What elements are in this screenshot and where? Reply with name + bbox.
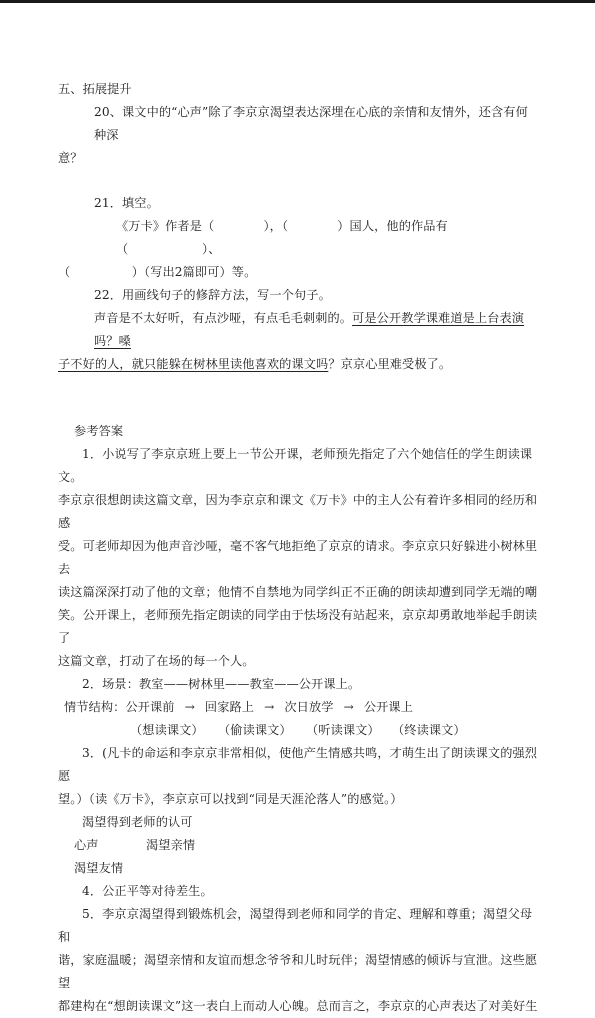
diagram-bottom: 渴望友情 (74, 861, 124, 875)
question-20-line-2: 意？ (58, 151, 83, 165)
answer-2-scene: 2．场景：教室——树林里——教室——公开课上。 (82, 677, 361, 691)
answer-1-line: 笑。公开课上，老师预先指定朗读的同学由于怯场没有站起来，京京却勇敢地举起手朗读了 (58, 608, 538, 645)
plot-note: （偷读课文） (218, 723, 292, 737)
answer-1-line: 受。可老师却因为他声音沙哑，毫不客气地拒绝了京京的请求。李京京只好躲进小树林里去 (58, 539, 538, 576)
page-top-border (0, 0, 595, 3)
document-body (58, 78, 540, 1018)
plot-step: 次日放学 (284, 700, 334, 714)
answer-4: 4．公正平等对待差生。 (82, 884, 213, 898)
diagram-right: 渴望亲情 (146, 838, 196, 852)
answer-5-line: 谐，家庭温暖；渴望亲情和友谊而想念爷爷和儿时玩伴；渴望情感的倾诉与宣泄。这些愿望 (58, 953, 538, 990)
plot-note: （终读课文） (392, 723, 466, 737)
question-22-passage-line-1 (58, 307, 540, 353)
spacer (58, 376, 540, 420)
section-title: 五、拓展提升 (58, 82, 132, 96)
answer-5-line: 都建构在“想朗读课文”这一表白上而动人心魄。总而言之，李京京的心声表达了对美好生 (58, 999, 538, 1013)
plot-step: 公开课前 (125, 700, 175, 714)
passage-plain-text: 声音是不太好听，有点沙哑，有点毛毛刺刺的。 (94, 311, 353, 325)
plot-note: （想读课文） (130, 723, 204, 737)
question-21-title: 21．填空。 (94, 196, 159, 210)
answer-1-line: 1．小说写了李京京班上要上一节公开课，老师预先指定了六个她信任的学生朗读课文。 (58, 447, 533, 484)
spacer (58, 170, 540, 192)
passage-underlined-sentence-1: 可是公开教学课难道是上台表演吗？嗓 (94, 311, 525, 348)
arrow-right-icon: → (264, 700, 275, 714)
diagram-center: 心声 (74, 838, 99, 852)
question-22-passage-line-2 (58, 353, 540, 376)
plot-step: 回家路上 (204, 700, 255, 714)
answer-3-line-2: 望。）（读《万卡》，李京京可以找到“同是天涯沦落人”的感觉。） (58, 792, 403, 806)
passage-tail-text: ？京京心里难受极了。 (328, 357, 452, 371)
plot-step: 公开课上 (363, 700, 413, 714)
answer-2-plot-notes (58, 719, 540, 742)
answer-1-line: 这篇文章，打动了在场的每一个人。 (58, 654, 255, 668)
question-21-line-1: 《万卡》作者是（ ），（ ）国人，他的作品有（ ）、 (116, 219, 448, 256)
arrow-right-icon: → (184, 700, 195, 714)
answer-1-line: 李京京很想朗读这篇文章，因为李京京和课文《万卡》中的主人公有着许多相同的经历和感 (58, 493, 538, 530)
answers-title: 参考答案 (74, 424, 124, 438)
plot-label: 情节结构： (64, 700, 126, 714)
answer-1-line: 读这篇深深打动了他的文章；他情不自禁地为同学纠正不正确的朗读却遭到同学无端的嘲 (58, 585, 538, 599)
question-22-title: 22．用画线句子的修辞方法，写一个句子。 (94, 288, 331, 302)
plot-note: （听读课文） (306, 723, 380, 737)
answer-5-line: 5．李京京渴望得到锻炼机会，渴望得到老师和同学的肯定、理解和尊重；渴望父母和 (58, 907, 533, 944)
passage-underlined-sentence-2: 子不好的人，就只能躲在树林里读他喜欢的课文吗 (58, 357, 329, 371)
answer-3-line-1: 3．(凡卡的命运和李京京非常相似，使他产生情感共鸣，才萌生出了朗读课文的强烈愿 (58, 746, 538, 783)
diagram-middle (58, 834, 540, 857)
question-21-line-2: （ ）（写出2篇即可）等。 (58, 265, 257, 279)
diagram-top: 渴望得到老师的认可 (82, 815, 193, 829)
question-20-line-1: 20、课文中的“心声”除了李京京渴望表达深埋在心底的亲情和友情外，还含有何种深 (94, 105, 528, 142)
arrow-right-icon: → (343, 700, 354, 714)
answer-2-plot-structure (58, 696, 540, 719)
